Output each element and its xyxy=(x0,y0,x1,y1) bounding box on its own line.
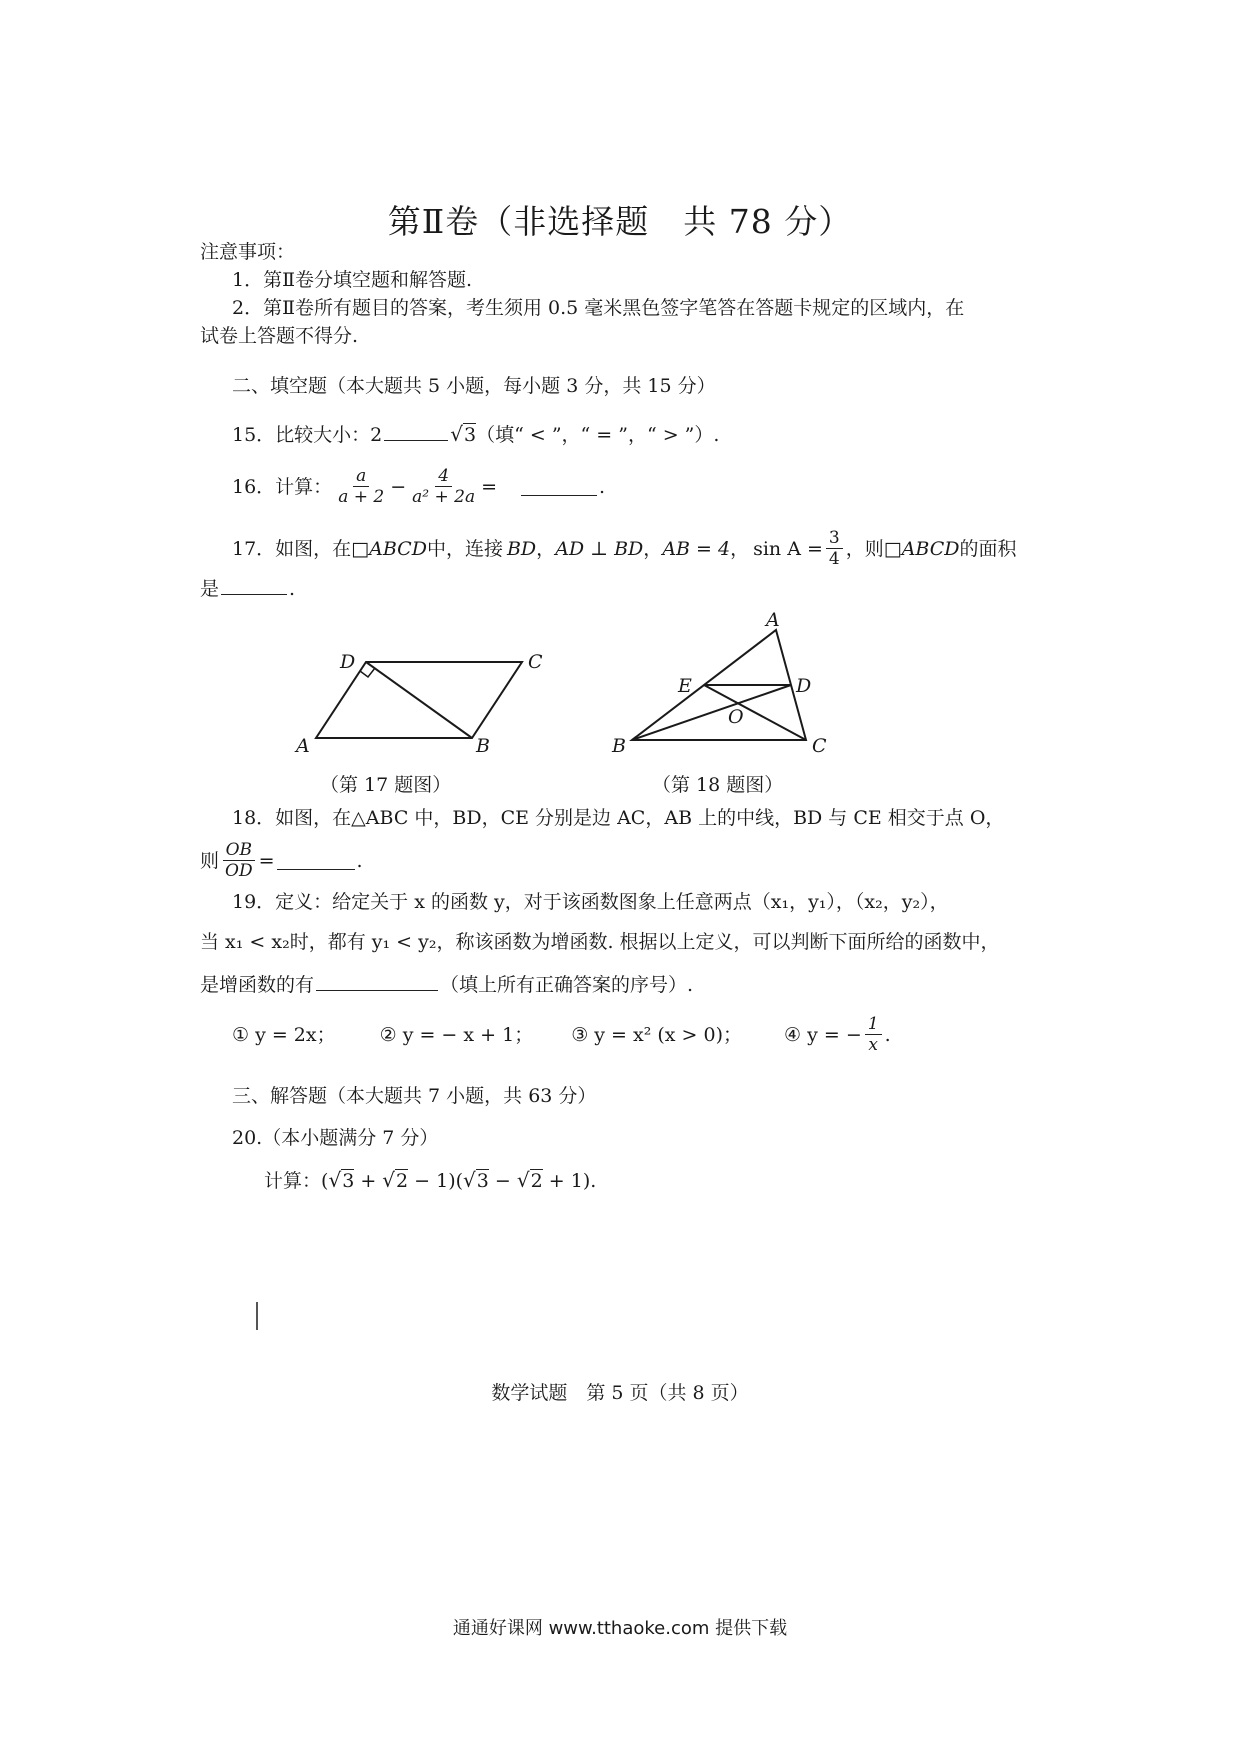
download-credit: 通通好课网 www.tthaoke.com 提供下载 xyxy=(452,1618,788,1639)
q19-option-4-prefix: ④ y = − xyxy=(784,1023,862,1046)
section-3-heading: 三、解答题（本大题共 7 小题，共 63 分） xyxy=(232,1085,597,1107)
q17-frac-den: 4 xyxy=(828,549,840,569)
q17-frac-num: 3 xyxy=(826,528,843,549)
q20-radicand-3: 3 xyxy=(342,1170,355,1192)
q20-radicand-3b: 3 xyxy=(476,1170,489,1192)
q19-suffix: （填上所有正确答案的序号）. xyxy=(440,974,694,996)
q17-comma-3: ， xyxy=(730,537,750,560)
q20-open-paren: ( xyxy=(321,1170,329,1192)
question-15 xyxy=(232,422,719,447)
label-a: A xyxy=(766,609,780,631)
question-19-line-3 xyxy=(200,972,693,997)
q15-radicand: 3 xyxy=(464,424,477,446)
note-item-1: 1．第Ⅱ卷分填空题和解答题. xyxy=(232,269,473,291)
label-c: C xyxy=(812,735,827,757)
q16-fraction-2 xyxy=(409,466,478,507)
label-c: C xyxy=(528,651,543,673)
q20-minus: − xyxy=(488,1170,517,1192)
note-item-2-line-2: 试卷上答题不得分. xyxy=(200,325,359,347)
figure-18 xyxy=(611,609,827,757)
sqrt-sign: √ xyxy=(450,422,464,446)
q17-text-e: 的面积 xyxy=(959,537,1017,560)
q16-f2-denominator: a² + 2a xyxy=(412,487,476,507)
q17-sin-a: sin A = xyxy=(753,537,823,560)
question-18-line-1: 18．如图，在△ABC 中，BD，CE 分别是边 AC，AB 上的中线，BD 与 CE 相交于点 O， xyxy=(232,807,1005,829)
q16-fraction-1 xyxy=(335,466,387,507)
q17-comma-2: ， xyxy=(643,537,663,560)
q17-bd: BD xyxy=(506,537,537,560)
q17-text-b: 中，连接 xyxy=(426,537,503,560)
q16-prefix: 16．计算： xyxy=(232,475,333,498)
q17-ad-perp-bd: AD ⊥ BD xyxy=(555,537,644,560)
q17-fraction xyxy=(826,528,843,569)
figures-svg xyxy=(0,600,1240,800)
q16-f2-numerator: 4 xyxy=(435,466,452,487)
q16-minus: − xyxy=(390,475,407,498)
q20-radicand-2b: 2 xyxy=(530,1170,543,1192)
q20-prefix: 计算： xyxy=(264,1170,322,1192)
label-d: D xyxy=(796,675,812,697)
median-ce xyxy=(704,685,806,740)
q16-answer-blank xyxy=(521,477,597,496)
figure-17-caption: （第 17 题图） xyxy=(320,774,452,796)
q16-equals: = xyxy=(481,475,497,498)
figure-17 xyxy=(294,651,543,757)
q15-prefix: 15．比较大小：2 xyxy=(232,424,383,446)
sqrt-sign: √ xyxy=(328,1168,342,1192)
question-20-expression xyxy=(264,1168,596,1193)
label-b: B xyxy=(476,735,490,757)
q15-suffix: （填“ < ”，“ = ”，“ > ”）. xyxy=(476,424,720,446)
median-bd xyxy=(632,685,791,740)
q19-opt4-den: x xyxy=(868,1035,878,1055)
q18-end: . xyxy=(356,849,363,872)
q17-line2-end: . xyxy=(289,578,296,600)
q17-abcd: ABCD xyxy=(369,537,427,560)
q17-comma-1: ， xyxy=(536,537,556,560)
q19-option-3: ③ y = x² (x > 0)； xyxy=(571,1023,743,1046)
section-2-heading: 二、填空题（本大题共 5 小题，每小题 3 分，共 15 分） xyxy=(232,375,716,397)
q19-option-4-fraction xyxy=(865,1014,882,1055)
label-d: D xyxy=(340,651,356,673)
q18-prefix: 则 xyxy=(200,849,220,872)
question-20-heading: 20.（本小题满分 7 分） xyxy=(232,1127,439,1149)
q17-text-d: ，则□ xyxy=(845,537,902,560)
question-19-line-1: 19．定义：给定关于 x 的函数 y，对于该函数图象上任意两点（x₁，y₁），（x₂，y₂）， xyxy=(232,891,949,913)
q19-option-2: ② y = − x + 1； xyxy=(379,1023,534,1046)
q19-prefix: 是增函数的有 xyxy=(200,974,315,996)
q20-radicand-2: 2 xyxy=(396,1170,409,1192)
q19-option-1: ① y = 2x； xyxy=(232,1023,336,1046)
note-item-2-line-1: 2．第Ⅱ卷所有题目的答案，考生须用 0.5 毫米黑色签字笔答在答题卡规定的区域内，在 xyxy=(232,297,965,319)
q17-text-a: 17．如图，在□ xyxy=(232,537,370,560)
sqrt-sign: √ xyxy=(382,1168,396,1192)
diagonal-bd xyxy=(366,662,472,738)
question-16 xyxy=(232,466,605,507)
label-a: A xyxy=(296,735,310,757)
q18-answer-blank xyxy=(277,851,355,870)
margin-mark xyxy=(256,1302,258,1330)
question-19-options xyxy=(232,1014,891,1055)
question-17-line-2 xyxy=(200,576,295,601)
question-19-line-2: 当 x₁ < x₂时，都有 y₁ < y₂，称该函数为增函数. 根据以上定义，可以判断下面所给的函数中， xyxy=(200,931,1000,953)
q17-answer-blank xyxy=(221,576,287,595)
notes-heading: 注意事项： xyxy=(200,241,296,263)
q16-f1-numerator: a xyxy=(353,466,369,487)
q19-opt4-num: 1 xyxy=(865,1014,882,1035)
label-b: B xyxy=(612,735,626,757)
question-17-line-1 xyxy=(232,528,1017,569)
page-title: 第Ⅱ卷（非选择题 共 78 分） xyxy=(387,202,853,241)
sqrt-sign: √ xyxy=(463,1168,476,1192)
figure-18-caption: （第 18 题图） xyxy=(652,774,784,796)
q20-middle: − 1)( xyxy=(408,1170,464,1192)
q18-fraction xyxy=(222,840,256,881)
sqrt-sign: √ xyxy=(516,1168,530,1192)
q16-f1-denominator: a + 2 xyxy=(338,487,385,507)
q17-abcd-2: ABCD xyxy=(901,537,960,560)
q15-answer-blank xyxy=(384,422,448,441)
question-18-line-2 xyxy=(200,840,363,881)
q20-plus: + xyxy=(354,1170,383,1192)
label-o: O xyxy=(728,706,744,728)
q18-equals: = xyxy=(258,849,275,872)
page-footer: 数学试题 第 5 页（共 8 页） xyxy=(491,1382,749,1404)
q17-ab-eq: AB = 4 xyxy=(662,537,731,560)
q19-answer-blank xyxy=(316,972,438,991)
q18-frac-den: OD xyxy=(225,861,253,881)
q16-end: . xyxy=(599,475,606,498)
label-e: E xyxy=(678,675,692,697)
q19-option-4-end: . xyxy=(884,1023,891,1046)
q20-end: + 1). xyxy=(542,1170,597,1192)
q18-frac-num: OB xyxy=(223,840,255,861)
q17-line2-text: 是 xyxy=(200,578,220,600)
